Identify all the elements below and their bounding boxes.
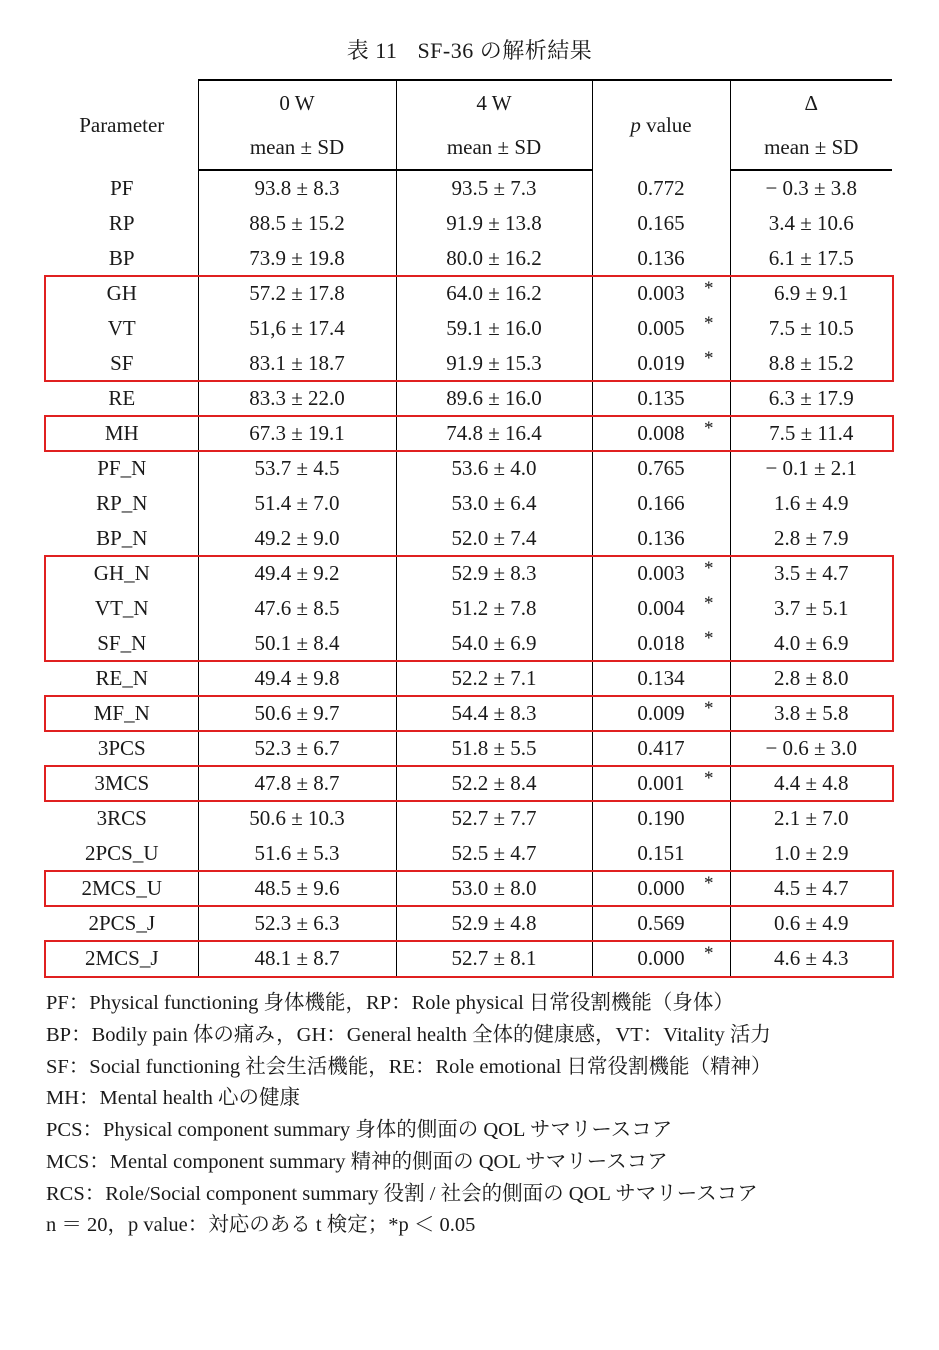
cell-delta: 4.0 ± 6.9 [773,631,849,655]
table-row [46,661,892,696]
cell-0w: 88.5 ± 15.2 [198,206,396,241]
table-row [46,311,892,346]
cell-delta: 4.6 ± 4.3 [730,941,892,977]
table-row [46,906,892,941]
cell-parameter: BP [108,246,135,270]
table-footnotes [46,988,906,1242]
cell-0w: 57.2 ± 17.8 [198,276,396,311]
column-header-parameter: Parameter [79,112,165,137]
cell-pvalue: 0.004 * [592,591,730,626]
table-head [46,80,892,170]
cell-delta: 8.8 ± 15.2 [768,351,854,375]
cell-parameter: 2PCS_J [88,911,156,935]
cell-pvalue: 0.190 [592,801,730,836]
subheader-mean-sd-0w: mean ± SD [198,125,396,170]
cell-pvalue: 0.001 * [592,766,730,801]
column-header-pvalue: p value [592,80,730,170]
cell-parameter: BP_N [96,526,148,550]
cell-parameter: GH [106,281,137,305]
cell-4w: 52.9 ± 8.3 [396,556,592,591]
footnote-line: MH：Mental health 心の健康 [46,1087,300,1110]
cell-pvalue: 0.136 [592,521,730,556]
table-row [46,276,892,311]
cell-4w: 53.0 ± 8.0 [396,871,592,906]
cell-4w: 51.8 ± 5.5 [396,731,592,766]
cell-parameter: RP [108,211,135,235]
footnote-line: BP：Bodily pain 体の痛み，GH：General health 全体的健康感，VT：Vitality 活力 [46,1023,771,1046]
cell-delta: 1.0 ± 2.9 [773,841,849,865]
cell-pvalue: 0.134 [592,661,730,696]
cell-pvalue: 0.000 * [592,871,730,906]
cell-0w: 49.4 ± 9.2 [198,556,396,591]
significance-star: * [704,348,714,369]
footnote-line: PCS：Physical component summary 身体的側面の QOL サマリースコア [46,1119,673,1142]
cell-4w: 52.7 ± 8.1 [396,941,592,977]
cell-parameter: VT [107,316,136,340]
significance-star: * [704,558,714,579]
cell-0w: 53.7 ± 4.5 [198,451,396,486]
cell-pvalue: 0.005 * [592,311,730,346]
footnote-line: RCS：Role/Social component summary 役割 / 社会的側面の QOL サマリースコア [46,1182,758,1205]
cell-parameter: 2MCS_J [46,941,198,977]
table-row [46,941,892,977]
table-row [46,591,892,626]
cell-parameter: GH_N [93,561,150,585]
cell-0w: 83.3 ± 22.0 [198,381,396,416]
cell-delta: 7.5 ± 10.5 [768,316,854,340]
significance-star: * [704,313,714,334]
cell-4w: 91.9 ± 13.8 [396,206,592,241]
table-row [46,871,892,906]
cell-pvalue: 0.019 * [592,346,730,381]
cell-4w: 54.0 ± 6.9 [396,626,592,661]
significance-star: * [704,278,714,299]
cell-parameter: RE_N [95,666,148,690]
cell-parameter: 3RCS [96,806,147,830]
cell-delta: 0.6 ± 4.9 [773,911,849,935]
subheader-mean-sd-delta: mean ± SD [730,125,892,170]
cell-delta: 2.8 ± 8.0 [773,666,849,690]
table-row [46,451,892,486]
table-title: SF-36 の解析結果 [417,38,593,63]
cell-pvalue: 0.000 * [592,941,730,977]
cell-0w: 50.1 ± 8.4 [198,626,396,661]
table-number: 表 11 [346,38,398,63]
significance-star: * [704,873,714,894]
cell-delta: 4.4 ± 4.8 [773,771,849,795]
cell-pvalue: 0.009 * [592,696,730,731]
cell-4w: 89.6 ± 16.0 [396,381,592,416]
cell-parameter: SF_N [97,631,147,655]
cell-pvalue: 0.135 [592,381,730,416]
cell-parameter: 3PCS [97,736,146,760]
cell-delta: 3.5 ± 4.7 [773,561,849,585]
significance-star: * [704,418,714,439]
cell-pvalue: 0.003 * [592,276,730,311]
cell-0w: 48.5 ± 9.6 [198,871,396,906]
cell-delta: − 0.6 ± 3.0 [765,736,858,760]
cell-pvalue: 0.018 * [592,626,730,661]
cell-delta: 7.5 ± 11.4 [769,421,854,445]
significance-star: * [704,628,714,649]
cell-delta: 2.1 ± 7.0 [773,806,849,830]
cell-0w: 73.9 ± 19.8 [198,241,396,276]
table-header-row-top [46,80,892,125]
cell-4w: 52.2 ± 7.1 [396,661,592,696]
table-row [46,626,892,661]
cell-0w: 47.8 ± 8.7 [198,766,396,801]
table-row [46,556,892,591]
table-row [46,381,892,416]
footnote-line: n ＝ 20，p value：対応のある t 検定；*p ＜ 0.05 [46,1214,476,1237]
sf36-results-table [46,79,892,978]
cell-0w: 52.3 ± 6.3 [198,906,396,941]
cell-parameter: MH [104,421,139,445]
table-row [46,486,892,521]
cell-4w: 52.7 ± 7.7 [396,801,592,836]
cell-4w: 52.9 ± 4.8 [396,906,592,941]
cell-delta: 1.6 ± 4.9 [773,491,849,515]
cell-0w: 49.4 ± 9.8 [198,661,396,696]
cell-0w: 51.6 ± 5.3 [198,836,396,871]
cell-4w: 52.2 ± 8.4 [396,766,592,801]
cell-delta: − 0.1 ± 2.1 [765,456,858,480]
cell-4w: 74.8 ± 16.4 [396,416,592,451]
cell-0w: 51.4 ± 7.0 [198,486,396,521]
table-row [46,206,892,241]
table-row [46,836,892,871]
cell-pvalue: 0.003 * [592,556,730,591]
cell-4w: 52.5 ± 4.7 [396,836,592,871]
cell-delta: 4.5 ± 4.7 [773,876,849,900]
cell-0w: 50.6 ± 9.7 [198,696,396,731]
table-row [46,731,892,766]
cell-parameter: MF_N [93,701,150,725]
footnote-line: MCS：Mental component summary 精神的側面の QOL サマリースコア [46,1150,668,1173]
cell-4w: 51.2 ± 7.8 [396,591,592,626]
cell-0w: 47.6 ± 8.5 [198,591,396,626]
cell-4w: 52.0 ± 7.4 [396,521,592,556]
table-row [46,241,892,276]
cell-4w: 54.4 ± 8.3 [396,696,592,731]
cell-pvalue: 0.569 [592,906,730,941]
cell-4w: 59.1 ± 16.0 [396,311,592,346]
table-row [46,521,892,556]
column-header-4w: 4 W [396,80,592,125]
column-header-delta: Δ [730,80,892,125]
cell-4w: 64.0 ± 16.2 [396,276,592,311]
cell-parameter: RP_N [96,491,148,515]
cell-pvalue: 0.166 [592,486,730,521]
table-body [46,170,892,977]
cell-delta: 6.3 ± 17.9 [768,386,854,410]
table-row [46,346,892,381]
cell-0w: 48.1 ± 8.7 [198,941,396,977]
cell-delta: 3.7 ± 5.1 [773,596,849,620]
cell-4w: 53.0 ± 6.4 [396,486,592,521]
cell-0w: 83.1 ± 18.7 [198,346,396,381]
cell-delta: 6.9 ± 9.1 [773,281,849,305]
cell-0w: 49.2 ± 9.0 [198,521,396,556]
significance-star: * [704,593,714,614]
cell-0w: 67.3 ± 19.1 [198,416,396,451]
column-header-0w: 0 W [198,80,396,125]
cell-pvalue: 0.772 [592,170,730,206]
cell-0w: 51,6 ± 17.4 [198,311,396,346]
table-caption [46,34,893,65]
cell-delta: 6.1 ± 17.5 [768,246,854,270]
cell-pvalue: 0.151 [592,836,730,871]
cell-4w: 93.5 ± 7.3 [396,170,592,206]
cell-delta: 2.8 ± 7.9 [773,526,849,550]
significance-star: * [704,768,714,789]
cell-0w: 93.8 ± 8.3 [198,170,396,206]
cell-parameter: SF [110,351,134,375]
cell-pvalue: 0.417 [592,731,730,766]
cell-0w: 50.6 ± 10.3 [198,801,396,836]
cell-pvalue: 0.008 * [592,416,730,451]
cell-parameter: PF_N [97,456,147,480]
cell-pvalue: 0.165 [592,206,730,241]
table-row [46,170,892,206]
cell-4w: 53.6 ± 4.0 [396,451,592,486]
cell-4w: 80.0 ± 16.2 [396,241,592,276]
significance-star: * [704,698,714,719]
cell-parameter: RE [108,386,136,410]
significance-star: * [704,943,714,964]
table-row [46,416,892,451]
cell-parameter: 3MCS [94,771,150,795]
cell-pvalue: 0.136 [592,241,730,276]
subheader-mean-sd-4w: mean ± SD [396,125,592,170]
cell-delta: 3.4 ± 10.6 [768,211,854,235]
cell-parameter: 2PCS_U [84,841,159,865]
table-row [46,766,892,801]
cell-pvalue: 0.765 [592,451,730,486]
footnote-line: SF：Social functioning 社会生活機能，RE：Role emotional 日常役割機能（精神） [46,1055,772,1078]
cell-0w: 52.3 ± 6.7 [198,731,396,766]
footnote-line: PF：Physical functioning 身体機能，RP：Role physical 日常役割機能（身体） [46,992,734,1014]
cell-parameter: 2MCS_U [81,876,163,900]
cell-parameter: VT_N [94,596,149,620]
table-row [46,801,892,836]
cell-4w: 91.9 ± 15.3 [396,346,592,381]
cell-delta: − 0.3 ± 3.8 [765,176,858,200]
cell-delta: 3.8 ± 5.8 [773,701,849,725]
table-row [46,696,892,731]
cell-parameter: PF [110,175,134,200]
